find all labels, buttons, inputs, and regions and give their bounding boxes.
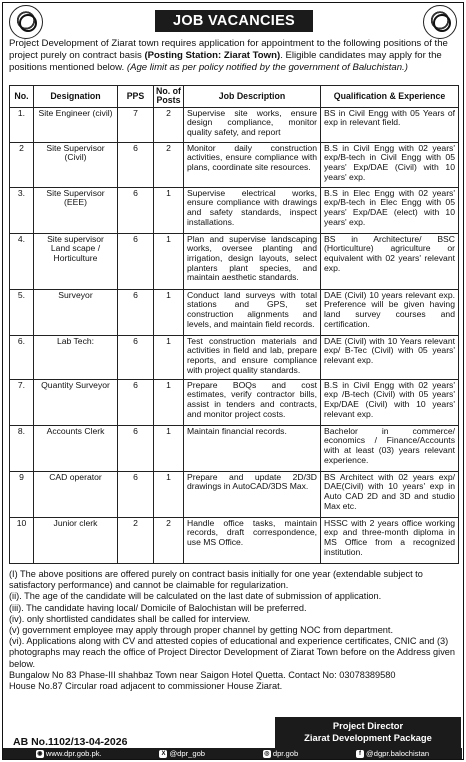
- table-header-row: [10, 86, 459, 108]
- cell-qualification: B.S in Elec Engg with 02 years' exp/B-tech in Elec Engg with 05 years' Exp/DAE (elect) with 10 years' exp.: [321, 187, 459, 233]
- cell-qualification: DAE (Civil) 10 years relevant exp. Preference will be given having land survey courses and certification.: [321, 289, 459, 335]
- cell-posts: 1: [154, 187, 184, 233]
- table-row: [10, 289, 459, 335]
- social-instagram[interactable]: [263, 748, 298, 760]
- cell-posts: 1: [154, 425, 184, 471]
- social-facebook[interactable]: [356, 748, 429, 760]
- cell-designation: Surveyor: [34, 289, 118, 335]
- cell-qualification: BS in Architecture/ BSC (Horticulture) agriculture or equivalent with 02 years' relevant exp.: [321, 233, 459, 289]
- header-no: No.: [10, 86, 34, 108]
- cell-job: Plan and supervise landscaping works, oversee planting and irrigation, design layouts, select planters plant species, and maintain aesthetic standards.: [184, 233, 321, 289]
- cell-pps: 6: [118, 379, 154, 425]
- table-row: [10, 425, 459, 471]
- cell-qualification: Bachelor in commerce/ economics / Finance/Accounts with at least (03) years relevant experience.: [321, 425, 459, 471]
- social-facebook-text: @dgpr.balochistan: [366, 749, 430, 758]
- note-item: (v) government employee may apply through proper channel by getting NOC from department.: [9, 625, 394, 636]
- cell-designation: Site Supervisor (EEE): [34, 187, 118, 233]
- cell-job: Supervise electrical works, ensure compliance with drawings and safety standards, inspect installations.: [184, 187, 321, 233]
- cell-designation: Site Engineer (civil): [34, 107, 118, 142]
- advertisement-reference: AB No.1102/13-04-2026: [13, 736, 128, 748]
- cell-qualification: B.S in Civil Engg with 02 years' exp/B-tech in Civil Engg with 05 years' Exp/DAE (Civil) with 10 years' exp.: [321, 142, 459, 187]
- cell-posts: 1: [154, 471, 184, 517]
- cell-no: 2: [10, 142, 34, 187]
- cell-posts: 2: [154, 107, 184, 142]
- address-ziarat: House No.87 Circular road adjacent to commissioner House Ziarat.: [9, 681, 283, 692]
- social-website-text: www.dpr.gob.pk.: [45, 749, 102, 758]
- cell-pps: 6: [118, 425, 154, 471]
- director-organization: Ziarat Development Package: [304, 732, 432, 743]
- cell-no: 3.: [10, 187, 34, 233]
- social-x-text: @dpr_gob: [169, 749, 206, 758]
- intro-text: Project Development of Ziarat town requires application for appointment to the following positions of the project purely on contract basis: [9, 38, 448, 61]
- vacancies-table: [9, 85, 459, 564]
- note-item: (ii). The age of the candidate will be calculated on the last date of submission of application.: [9, 591, 382, 602]
- project-director-box: [275, 717, 461, 748]
- cell-no: 4.: [10, 233, 34, 289]
- cell-posts: 2: [154, 142, 184, 187]
- cell-designation: Site supervisor Land scape / Horticulture: [34, 233, 118, 289]
- address-quetta: Bungalow No 83 Phase-III shahbaz Town near Saigon Hotel Quetta. Contact No: 03078389580: [9, 669, 396, 680]
- cell-pps: 7: [118, 107, 154, 142]
- cell-job: Conduct land surveys with total stations and GPS, set construction alignments and levels, and maintain field records.: [184, 289, 321, 335]
- cell-no: 7.: [10, 379, 34, 425]
- intro-text-after: . Eligible candidates may apply for the positions mentioned below.: [9, 49, 442, 73]
- cell-designation: Junior clerk: [34, 517, 118, 563]
- header-designation: Designation: [34, 86, 118, 108]
- cell-job: Prepare and update 2D/3D drawings in AutoCAD/3DS Max.: [184, 471, 321, 517]
- table-row: [10, 379, 459, 425]
- header-qualification: Qualification & Experience: [321, 86, 459, 108]
- cell-qualification: HSSC with 2 years office working exp and three-month diploma in MS Office from a recognized institution.: [321, 517, 459, 563]
- cell-job: Prepare BOQs and cost estimates, verify contractor bills, assist in tenders and contracts, and monitor project costs.: [184, 379, 321, 425]
- cell-job: Handle office tasks, maintain records, draft correspondence, use MS Office.: [184, 517, 321, 563]
- cell-no: 9: [10, 471, 34, 517]
- government-emblem-right-icon: [423, 5, 457, 39]
- cell-qualification: B.S in Civil Engg with 02 years' exp /B-tech (Civil) with 05 years' Exp/DAE (Civil) with 10 years' relevant exp.: [321, 379, 459, 425]
- cell-job: Monitor daily construction activities, ensure compliance with plans, coordinate site resources.: [184, 142, 321, 187]
- terms-and-conditions: [9, 569, 457, 692]
- director-title: Project Director: [332, 720, 404, 731]
- facebook-icon: f: [356, 750, 364, 758]
- cell-posts: 1: [154, 289, 184, 335]
- note-item: (iii). The candidate having local/ Domicile of Balochistan will be preferred.: [9, 602, 307, 613]
- social-website[interactable]: [36, 748, 102, 760]
- camera-icon: ◎: [264, 751, 270, 757]
- note-item: (I) The above positions are offered purely on contract basis initially for one year (extendable subject to satisfactory performance) and cannot be claimable for regularization.: [9, 569, 423, 591]
- cell-posts: 1: [154, 335, 184, 379]
- social-bar: [3, 748, 462, 760]
- cell-no: 8.: [10, 425, 34, 471]
- header: [3, 3, 463, 43]
- table-row: [10, 471, 459, 517]
- cell-job: Supervise site works, ensure design compliance, monitor quality safety, and report: [184, 107, 321, 142]
- table-row: [10, 517, 459, 563]
- cell-job: Maintain financial records.: [184, 425, 321, 471]
- cell-no: 1.: [10, 107, 34, 142]
- cell-no: 10: [10, 517, 34, 563]
- cell-pps: 6: [118, 289, 154, 335]
- cell-no: 6.: [10, 335, 34, 379]
- table-row: [10, 107, 459, 142]
- table-row: [10, 142, 459, 187]
- x-icon: X: [161, 751, 166, 757]
- cell-designation: CAD operator: [34, 471, 118, 517]
- header-posts: No. of Posts: [154, 86, 184, 108]
- cell-pps: 6: [118, 471, 154, 517]
- cell-no: 5.: [10, 289, 34, 335]
- intro-age-limit: (Age limit as per policy notified by the government of Baluchistan.): [126, 61, 408, 73]
- cell-pps: 6: [118, 142, 154, 187]
- cell-designation: Quantity Surveyor: [34, 379, 118, 425]
- cell-posts: 1: [154, 233, 184, 289]
- social-instagram-text: dpr.gob: [272, 749, 299, 758]
- table-row: [10, 233, 459, 289]
- intro-posting-station: (Posting Station: Ziarat Town): [144, 49, 281, 61]
- cell-pps: 6: [118, 335, 154, 379]
- cell-job: Test construction materials and activities in field and lab, prepare reports, and ensure compliance with project quality standards.: [184, 335, 321, 379]
- cell-designation: Site Supervisor (Civil): [34, 142, 118, 187]
- table-row: [10, 187, 459, 233]
- header-pps: PPS: [118, 86, 154, 108]
- government-emblem-left-icon: [9, 5, 43, 39]
- table-row: [10, 335, 459, 379]
- note-item: (vi). Applications along with CV and attested copies of educational and experience certificates, CNIC and (3) photographs may reach the office of Project Director Development of Ziarat Town before on the Address given below.: [9, 636, 456, 669]
- cell-pps: 2: [118, 517, 154, 563]
- cell-qualification: DAE (Civil) with 10 Years relevant exp/ B-Tec (Civil) with 05 years' relevant exp.: [321, 335, 459, 379]
- cell-designation: Lab Tech:: [34, 335, 118, 379]
- header-job-description: Job Description: [184, 86, 321, 108]
- cell-pps: 6: [118, 187, 154, 233]
- note-item: (iv). only shortlisted candidates shall be called for interview.: [9, 613, 251, 624]
- cell-qualification: BS Architect with 02 years exp/ DAE(Civil) with 10 years' exp in Auto CAD 2D and 3D and studio Max etc.: [321, 471, 459, 517]
- page-title: JOB VACANCIES: [155, 10, 313, 32]
- social-x[interactable]: [159, 748, 205, 760]
- globe-icon: ◉: [37, 751, 43, 757]
- cell-pps: 6: [118, 233, 154, 289]
- intro-paragraph: [9, 38, 457, 73]
- vacancy-advertisement: [2, 2, 464, 760]
- cell-posts: 2: [154, 517, 184, 563]
- cell-designation: Accounts Clerk: [34, 425, 118, 471]
- cell-posts: 1: [154, 379, 184, 425]
- cell-qualification: BS in Civil Engg with 05 Years of exp in relevant field.: [321, 107, 459, 142]
